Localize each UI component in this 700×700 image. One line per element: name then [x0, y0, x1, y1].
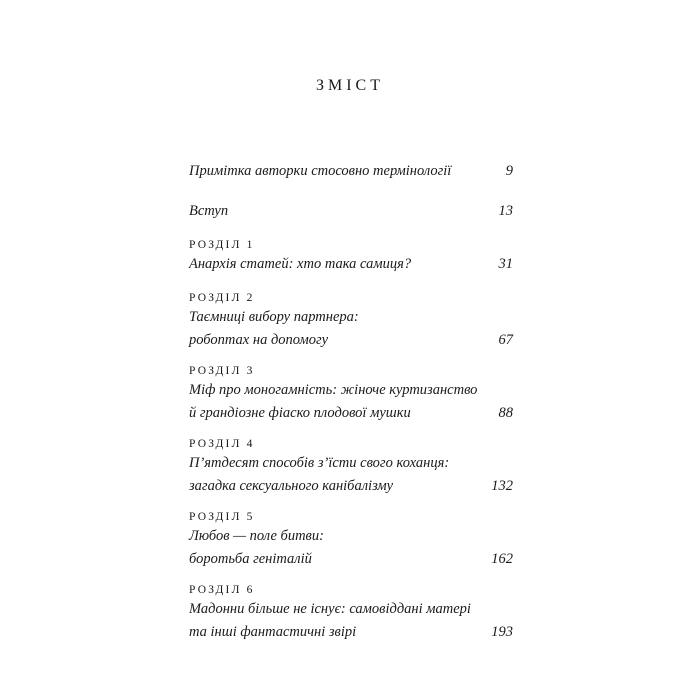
toc-page-number: 9 — [505, 163, 513, 179]
toc-entry-chapter-2 — [189, 290, 513, 352]
toc-page-number: 67 — [498, 332, 513, 348]
toc-line — [189, 621, 513, 644]
toc-line — [189, 598, 513, 621]
toc-entry-title: Міф про моногамність: жіноче куртизанство — [189, 382, 478, 398]
toc-entry-title: Анархія статей: хто така самиця? — [189, 256, 412, 272]
page-title: ЗМІСТ — [315, 77, 384, 94]
toc-line — [189, 525, 513, 548]
toc-entry-title: й грандіозне фіаско плодової мушки — [189, 405, 411, 421]
chapter-label: РОЗДІЛ 2 — [189, 292, 255, 304]
toc-entry-intro — [189, 200, 513, 223]
toc-entry-title: П’ятдесят способів з’їсти свого коханця: — [189, 455, 450, 471]
toc-line — [189, 379, 513, 402]
toc-line — [189, 402, 513, 425]
toc-line — [189, 548, 513, 571]
chapter-label: РОЗДІЛ 4 — [189, 438, 255, 450]
toc-line — [189, 475, 513, 498]
toc-line — [189, 200, 513, 223]
chapter-label: РОЗДІЛ 1 — [189, 239, 255, 251]
toc-entry-title: та інші фантастичні звірі — [189, 624, 357, 640]
toc-entry-title: Примітка авторки стосовно термінології — [189, 163, 452, 179]
toc-page-number: 162 — [491, 551, 513, 567]
toc-entry-title: робоптах на допомогу — [189, 332, 329, 348]
chapter-label: РОЗДІЛ 6 — [189, 584, 255, 596]
toc-entry-note — [189, 160, 513, 183]
toc-entry-title: Мадонни більше не існує: самовіддані матері — [189, 601, 471, 617]
toc-page-number: 88 — [498, 405, 513, 421]
toc-entry-title: Любов — поле битви: — [189, 528, 324, 544]
toc-entry-title: боротьба геніталій — [189, 551, 312, 567]
toc-entry-chapter-3 — [189, 363, 513, 425]
toc-page-number: 193 — [491, 624, 513, 640]
toc-entry-chapter-4 — [189, 436, 513, 498]
toc-line — [189, 329, 513, 352]
toc-page-number: 31 — [498, 256, 513, 272]
chapter-label: РОЗДІЛ 5 — [189, 511, 255, 523]
toc-entry-title: Таємниці вибору партнера: — [189, 309, 359, 325]
toc-entry-title: Вступ — [189, 203, 229, 219]
toc-page-number: 132 — [491, 478, 513, 494]
chapter-label: РОЗДІЛ 3 — [189, 365, 255, 377]
toc-line — [189, 306, 513, 329]
toc-line — [189, 452, 513, 475]
toc-page-number: 13 — [498, 203, 513, 219]
toc-line — [189, 253, 513, 276]
toc-entry-title: загадка сексуального канібалізму — [189, 478, 394, 494]
toc-line — [189, 160, 513, 183]
toc-entry-chapter-5 — [189, 509, 513, 571]
toc-entry-chapter-6 — [189, 582, 513, 644]
toc-entry-chapter-1 — [189, 237, 513, 276]
